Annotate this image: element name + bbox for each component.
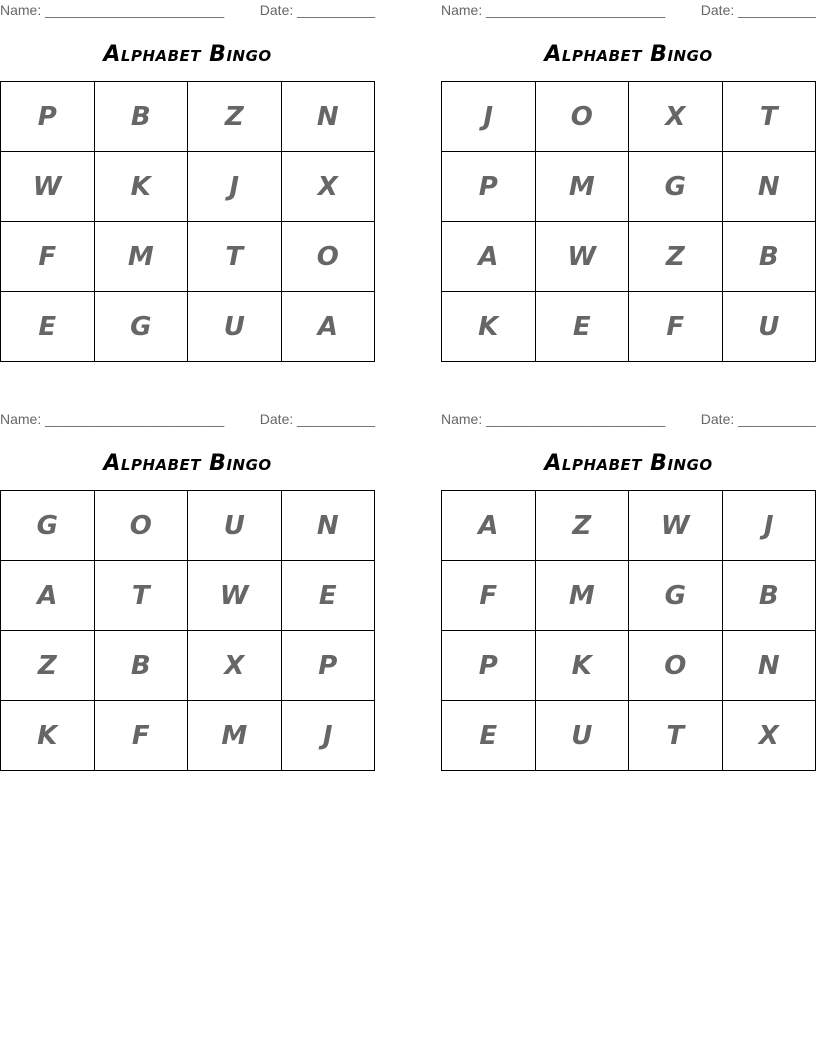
bingo-grid — [0, 81, 375, 362]
grid-cell: K — [535, 631, 629, 701]
grid-row — [442, 561, 816, 631]
grid-cell: F — [442, 561, 536, 631]
grid-cell: E — [442, 701, 536, 771]
grid-cell: F — [1, 222, 95, 292]
grid-cell: P — [1, 82, 95, 152]
grid-cell: M — [94, 222, 188, 292]
bingo-card — [0, 409, 375, 774]
name-date-row — [0, 2, 375, 20]
date-field: Date: __________ — [259, 2, 375, 18]
name-field: Name: _______________________ — [0, 2, 225, 18]
grid-cell: O — [281, 222, 375, 292]
grid-cell: F — [629, 292, 723, 362]
grid-row — [442, 491, 816, 561]
grid-cell: J — [188, 152, 282, 222]
grid-cell: B — [722, 222, 816, 292]
name-date-row — [0, 411, 375, 429]
grid-row — [1, 491, 375, 561]
grid-cell: T — [188, 222, 282, 292]
grid-cell: X — [188, 631, 282, 701]
grid-cell: N — [281, 82, 375, 152]
grid-row — [442, 631, 816, 701]
grid-cell: Z — [629, 222, 723, 292]
card-title: Alphabet Bingo — [103, 42, 272, 67]
grid-cell: Z — [535, 491, 629, 561]
grid-cell: A — [442, 222, 536, 292]
grid-cell: J — [722, 491, 816, 561]
grid-cell: X — [281, 152, 375, 222]
grid-row — [442, 222, 816, 292]
grid-cell: W — [1, 152, 95, 222]
grid-row — [442, 701, 816, 771]
grid-row — [442, 292, 816, 362]
grid-cell: M — [188, 701, 282, 771]
grid-row — [1, 222, 375, 292]
grid-cell: W — [188, 561, 282, 631]
card-title: Alphabet Bingo — [103, 451, 272, 476]
grid-row — [1, 292, 375, 362]
grid-cell: M — [535, 561, 629, 631]
grid-cell: N — [722, 152, 816, 222]
name-field: Name: _______________________ — [441, 2, 666, 18]
grid-cell: P — [442, 152, 536, 222]
grid-cell: E — [535, 292, 629, 362]
grid-cell: B — [722, 561, 816, 631]
grid-cell: O — [535, 82, 629, 152]
grid-cell: Z — [1, 631, 95, 701]
date-field: Date: __________ — [700, 411, 816, 427]
grid-row — [1, 631, 375, 701]
grid-cell: G — [1, 491, 95, 561]
grid-cell: W — [535, 222, 629, 292]
grid-cell: T — [629, 701, 723, 771]
grid-cell: M — [535, 152, 629, 222]
grid-row — [442, 82, 816, 152]
grid-cell: G — [629, 152, 723, 222]
grid-cell: J — [281, 701, 375, 771]
grid-row — [442, 152, 816, 222]
date-field: Date: __________ — [259, 411, 375, 427]
grid-cell: P — [281, 631, 375, 701]
grid-cell: A — [281, 292, 375, 362]
grid-cell: U — [188, 292, 282, 362]
grid-cell: B — [94, 82, 188, 152]
grid-cell: U — [188, 491, 282, 561]
grid-row — [1, 701, 375, 771]
bingo-grid — [0, 490, 375, 771]
card-title: Alphabet Bingo — [544, 42, 713, 67]
grid-cell: E — [1, 292, 95, 362]
grid-cell: K — [1, 701, 95, 771]
grid-cell: A — [442, 491, 536, 561]
bingo-card — [441, 409, 816, 774]
card-title: Alphabet Bingo — [544, 451, 713, 476]
bingo-grid — [441, 81, 816, 362]
grid-cell: E — [281, 561, 375, 631]
grid-cell: U — [722, 292, 816, 362]
grid-cell: P — [442, 631, 536, 701]
grid-cell: U — [535, 701, 629, 771]
grid-cell: F — [94, 701, 188, 771]
grid-cell: K — [442, 292, 536, 362]
grid-cell: N — [722, 631, 816, 701]
grid-cell: O — [94, 491, 188, 561]
grid-cell: O — [629, 631, 723, 701]
name-field: Name: _______________________ — [441, 411, 666, 427]
name-field: Name: _______________________ — [0, 411, 225, 427]
grid-cell: X — [629, 82, 723, 152]
date-field: Date: __________ — [700, 2, 816, 18]
grid-cell: A — [1, 561, 95, 631]
grid-cell: X — [722, 701, 816, 771]
name-date-row — [441, 2, 816, 20]
grid-cell: B — [94, 631, 188, 701]
grid-cell: K — [94, 152, 188, 222]
bingo-card — [441, 0, 816, 365]
grid-cell: J — [442, 82, 536, 152]
grid-row — [1, 152, 375, 222]
bingo-card — [0, 0, 375, 365]
grid-cell: T — [94, 561, 188, 631]
grid-row — [1, 82, 375, 152]
grid-cell: G — [94, 292, 188, 362]
grid-cell: G — [629, 561, 723, 631]
grid-cell: T — [722, 82, 816, 152]
grid-cell: W — [629, 491, 723, 561]
grid-row — [1, 561, 375, 631]
grid-cell: N — [281, 491, 375, 561]
bingo-grid — [441, 490, 816, 771]
grid-cell: Z — [188, 82, 282, 152]
name-date-row — [441, 411, 816, 429]
